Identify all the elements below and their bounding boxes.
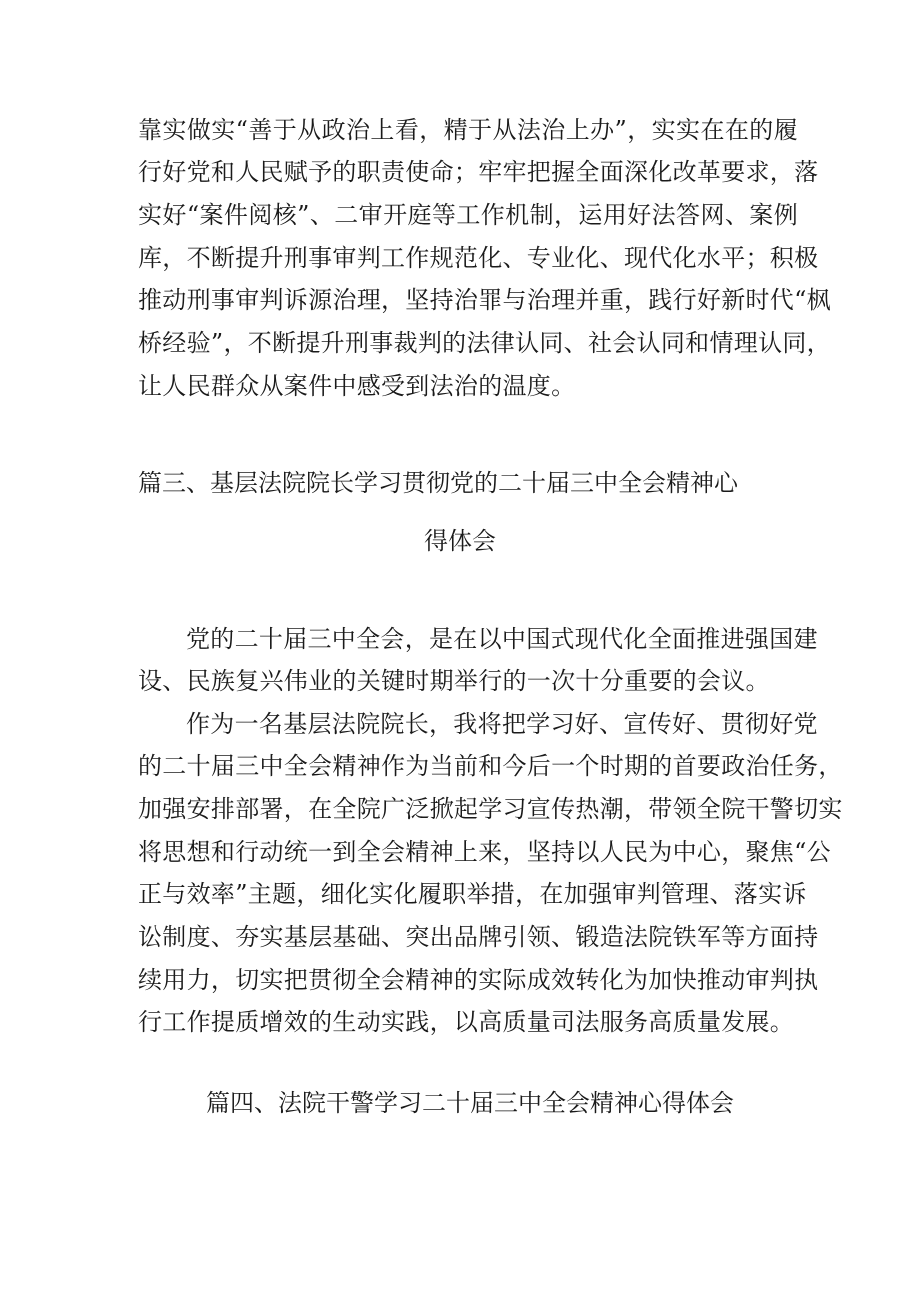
paragraph-line: 党的二十届三中全会，是在以中国式现代化全面推进强国建 [186,625,818,653]
section3-title-line2: 得体会 [424,527,496,555]
paragraph-line: 加强安排部署，在全院广泛掀起学习宣传热潮，带领全院干警切实 [138,795,843,823]
paragraph-line: 作为一名基层法院院长，我将把学习好、宣传好、贯彻好党 [186,710,818,738]
paragraph-line: 桥经验”，不断提升刑事裁判的法律认同、社会认同和情理认同， [138,329,831,357]
paragraph-line: 实好“案件阅核”、二审开庭等工作机制，运用好法答网、案例 [138,201,798,229]
paragraph-line: 讼制度、夯实基层基础、突出品牌引领、锻造法院铁军等方面持 [138,923,819,951]
paragraph-line: 让人民群众从案件中感受到法治的温度。 [138,372,576,400]
paragraph-line: 靠实做实“善于从政治上看，精于从法治上办”，实实在在的履 [138,116,798,144]
paragraph-line: 库，不断提升刑事审判工作规范化、专业化、现代化水平；积极 [138,244,819,272]
paragraph-line: 行好党和人民赋予的职责使命；牢牢把握全面深化改革要求，落 [138,158,819,186]
paragraph-line: 行工作提质增效的生动实践，以高质量司法服务高质量发展。 [138,1008,795,1036]
paragraph-line: 设、民族复兴伟业的关键时期举行的一次十分重要的会议。 [138,667,770,695]
paragraph-line: 将思想和行动统一到全会精神上来，坚持以人民为中心，聚焦“公 [138,838,831,866]
paragraph-line: 的二十届三中全会精神作为当前和今后一个时期的首要政治任务， [138,752,843,780]
paragraph-line: 续用力，切实把贯彻全会精神的实际成效转化为加快推动审判执 [138,966,819,994]
paragraph-line: 推动刑事审判诉源治理，坚持治罪与治理并重，践行好新时代“枫 [138,286,831,314]
paragraph-line: 正与效率”主题，细化实化履职举措，在加强审判管理、落实诉 [138,880,807,908]
section3-title-line1: 篇三、基层法院院长学习贯彻党的二十届三中全会精神心 [138,469,738,497]
section4-title: 篇四、法院干警学习二十届三中全会精神心得体会 [206,1089,734,1117]
